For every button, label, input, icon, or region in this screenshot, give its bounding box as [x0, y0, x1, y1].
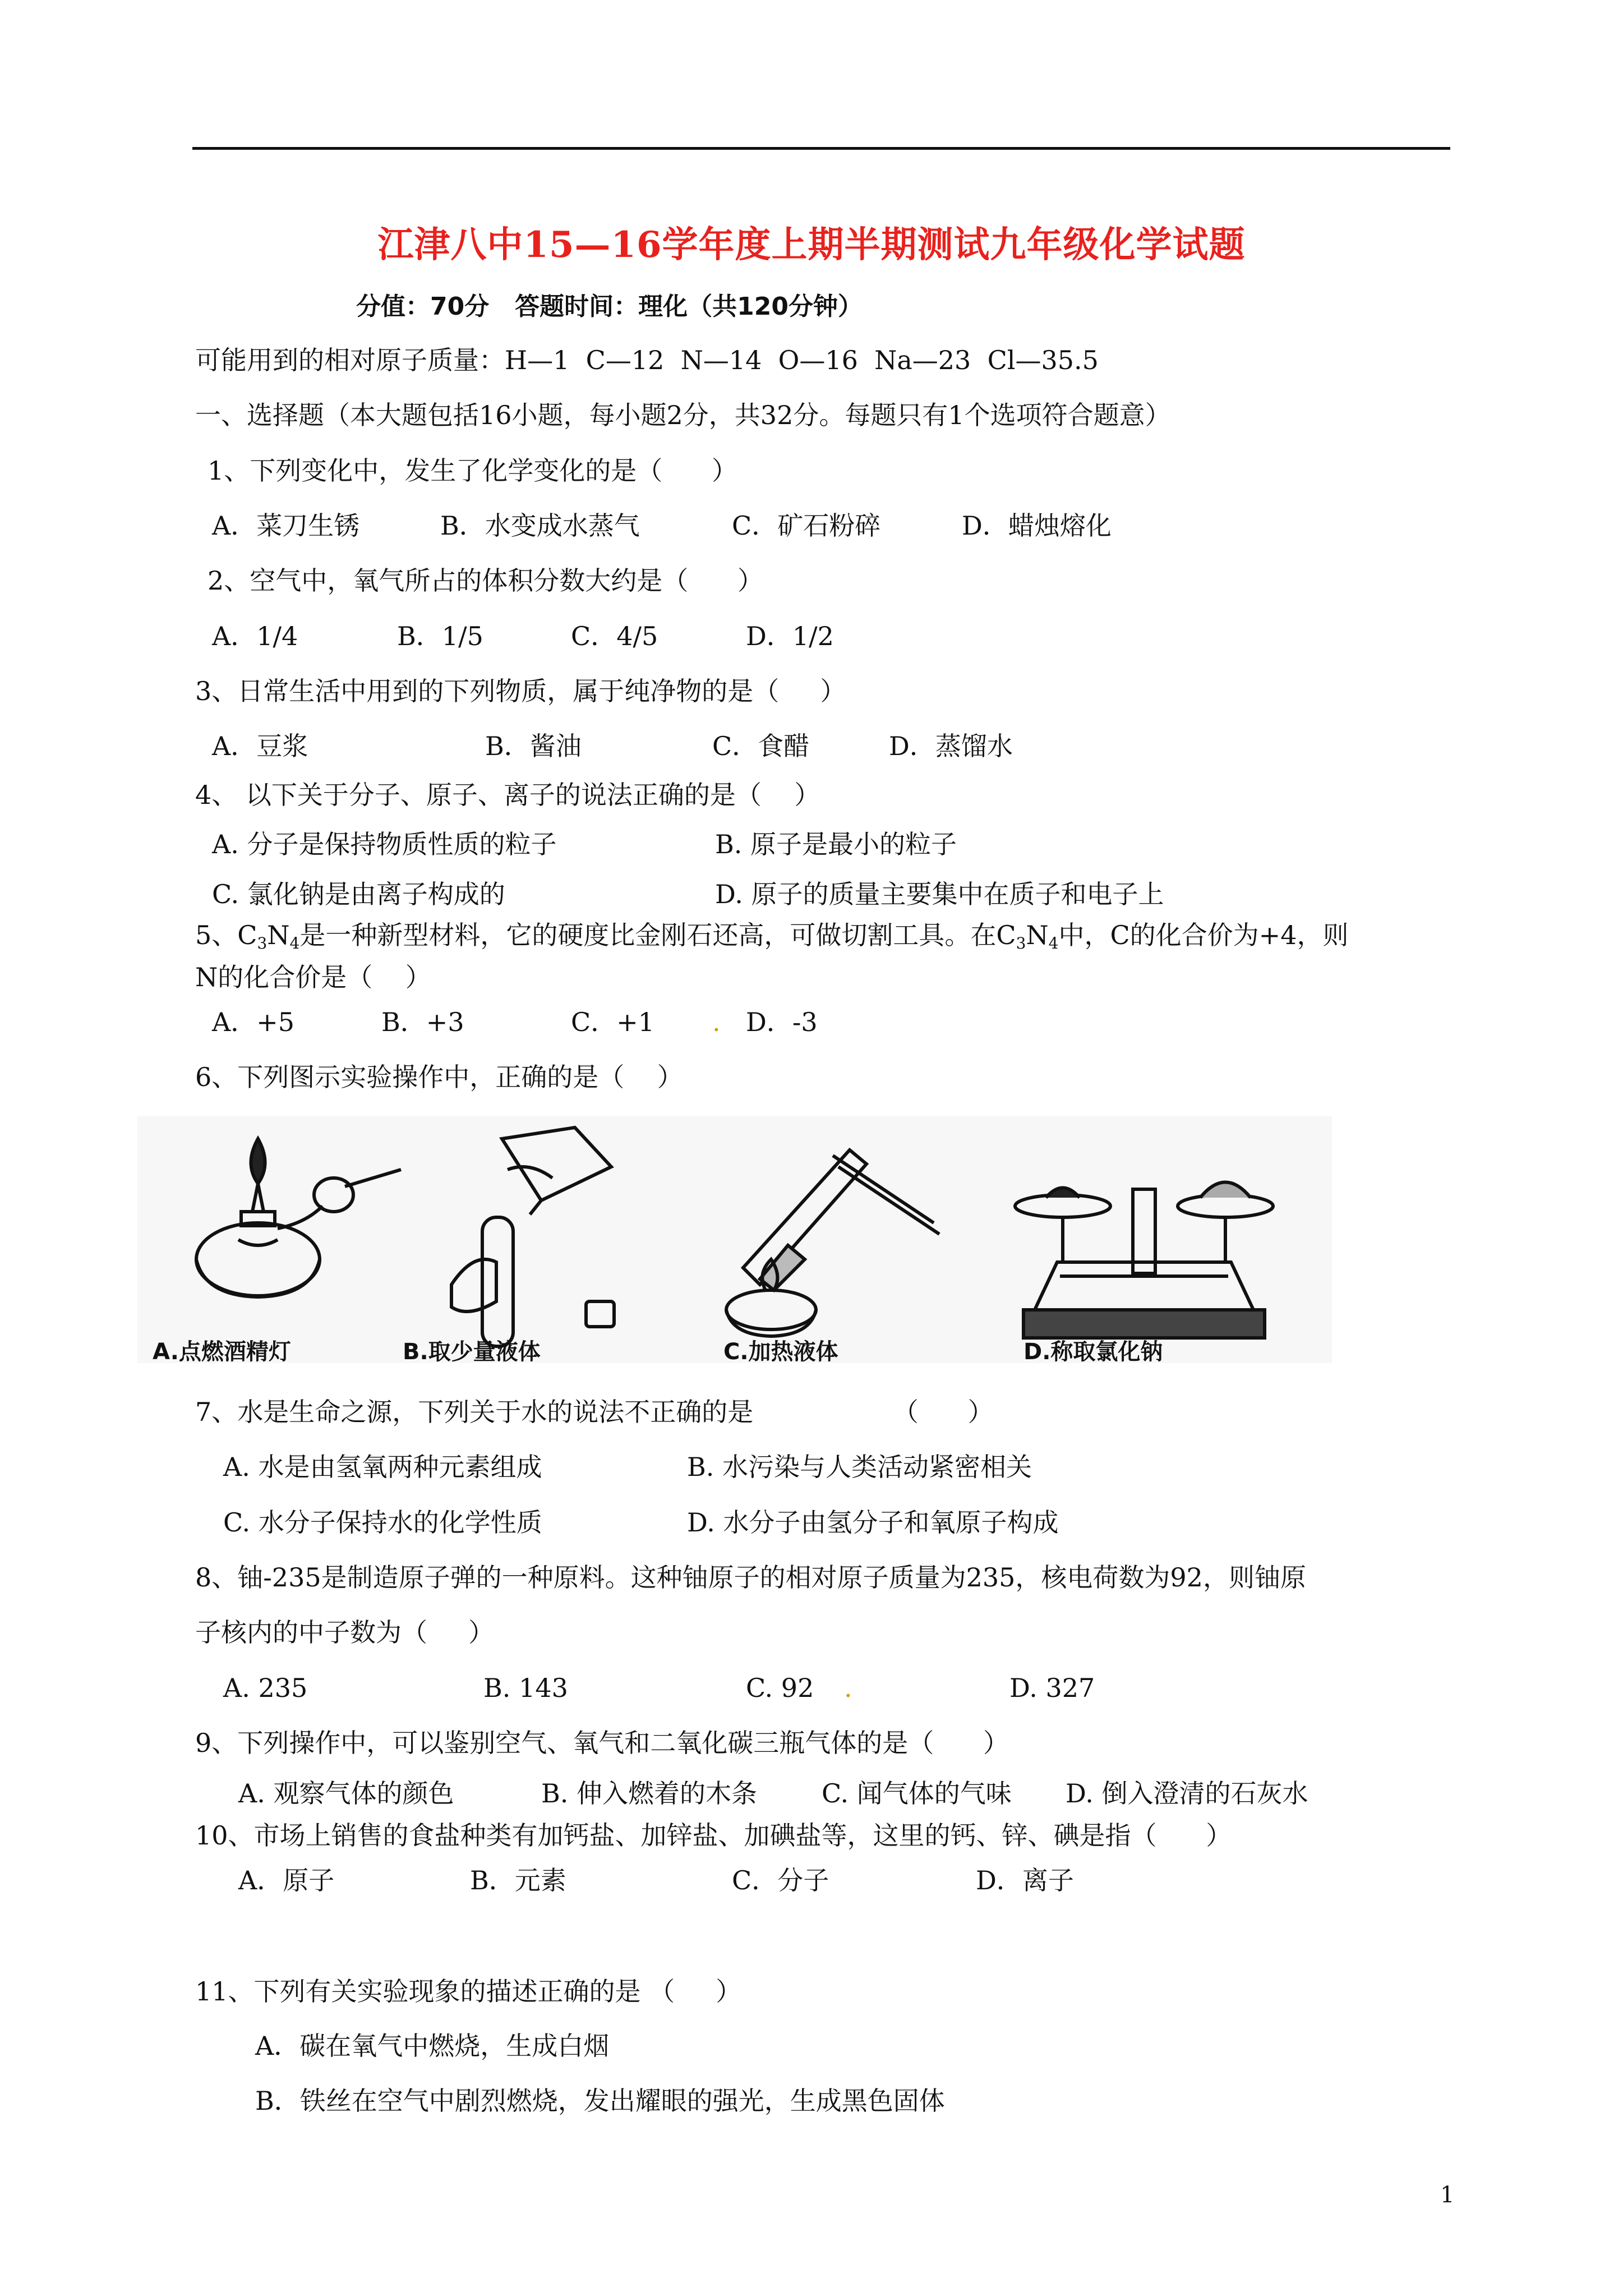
- q3-option-b: B．酱油: [485, 731, 582, 761]
- q10-option-d: D．离子: [976, 1865, 1074, 1895]
- question-6: 6、下列图示实验操作中，正确的是（ ）: [195, 1062, 683, 1092]
- q5-text: 中，C的化合价为+4，则: [1058, 920, 1349, 950]
- q8-option-b: B. 143: [483, 1673, 568, 1703]
- q5-text: N: [267, 920, 290, 950]
- question-8: 8、铀-235是制造原子弹的一种原料。这种铀原子的相对原子质量为235，核电荷数为92，则铀原: [195, 1562, 1306, 1593]
- q4-option-d: D. 原子的质量主要集中在质子和电子上: [715, 879, 1164, 909]
- q5-subscript: 3: [257, 934, 268, 953]
- stray-dot: .: [712, 1007, 721, 1037]
- q8-option-a: A. 235: [223, 1673, 308, 1703]
- q7-option-b: B. 水污染与人类活动紧密相关: [687, 1452, 1032, 1482]
- q1-option-b: B．水变成水蒸气: [440, 510, 640, 541]
- q8-option-d: D. 327: [1009, 1673, 1095, 1703]
- question-1: 1、下列变化中，发生了化学变化的是（ ）: [208, 455, 737, 486]
- q3-option-c: C．食醋: [712, 731, 810, 761]
- q5-text: 5、C: [195, 920, 257, 950]
- question-10: 10、市场上销售的食盐种类有加钙盐、加锌盐、加碘盐等，这里的钙、锌、碘是指（ ）: [195, 1820, 1232, 1851]
- q5-subscript: 3: [1016, 934, 1026, 953]
- q5-option-c: C．+1: [571, 1007, 655, 1037]
- q9-option-b: B. 伸入燃着的木条: [541, 1778, 758, 1809]
- q8-option-c: C. 92: [746, 1673, 814, 1703]
- figure-caption-d: D.称取氯化钠: [1023, 1339, 1163, 1365]
- q2-option-a: A．1/4: [212, 621, 298, 651]
- q4-option-b: B. 原子是最小的粒子: [715, 829, 957, 859]
- question-2: 2、空气中，氧气所占的体积分数大约是（ ）: [208, 565, 763, 596]
- q10-option-b: B．元素: [470, 1865, 566, 1895]
- exam-title: 江津八中15—16学年度上期半期测试九年级化学试题: [377, 224, 1246, 266]
- q4-option-c: C. 氯化钠是由离子构成的: [212, 879, 505, 909]
- exam-subtitle: 分值：70分 答题时间：理化（共120分钟）: [356, 292, 863, 321]
- q10-option-c: C．分子: [732, 1865, 829, 1895]
- q9-option-c: C. 闻气体的气味: [822, 1778, 1012, 1809]
- q2-option-d: D．1/2: [746, 621, 834, 651]
- question-5-line2: N的化合价是（ ）: [195, 962, 431, 992]
- q1-option-d: D．蜡烛熔化: [962, 510, 1112, 541]
- lab-operations-figure: [137, 1116, 1332, 1363]
- q5-subscript: 4: [289, 934, 300, 953]
- figure-caption-c: C.加热液体: [723, 1339, 838, 1365]
- question-3: 3、日常生活中用到的下列物质，属于纯净物的是（ ）: [195, 676, 846, 706]
- q5-subscript: 4: [1048, 934, 1059, 953]
- q9-option-a: A. 观察气体的颜色: [238, 1778, 454, 1809]
- q1-option-c: C．矿石粉碎: [732, 510, 881, 541]
- page-number: 1: [1440, 2182, 1455, 2208]
- figure-caption-a: A.点燃酒精灯: [153, 1339, 291, 1365]
- q5-option-a: A．+5: [212, 1007, 295, 1037]
- question-4: 4、 以下关于分子、原子、离子的说法正确的是（ ）: [195, 780, 820, 810]
- q3-option-a: A．豆浆: [212, 731, 308, 761]
- q7-option-c: C. 水分子保持水的化学性质: [223, 1507, 542, 1538]
- q7-option-a: A. 水是由氢氧两种元素组成: [223, 1452, 542, 1482]
- q4-option-a: A. 分子是保持物质性质的粒子: [212, 829, 557, 859]
- header-rule: [192, 147, 1450, 150]
- question-5: [195, 920, 1349, 953]
- q5-text: 是一种新型材料，它的硬度比金刚石还高，可做切割工具。在C: [299, 920, 1016, 950]
- question-7: 7、水是生命之源，下列关于水的说法不正确的是 （ ）: [195, 1397, 994, 1427]
- q2-option-b: B．1/5: [397, 621, 483, 651]
- q7-option-d: D. 水分子由氢分子和氧原子构成: [687, 1507, 1059, 1538]
- q10-option-a: A．原子: [238, 1865, 335, 1895]
- question-9: 9、下列操作中，可以鉴别空气、氧气和二氧化碳三瓶气体的是（ ）: [195, 1728, 1009, 1758]
- section-heading: 一、选择题（本大题包括16小题，每小题2分，共32分。每题只有1个选项符合题意）: [195, 400, 1171, 430]
- q9-option-d: D. 倒入澄清的石灰水: [1066, 1778, 1308, 1809]
- q2-option-c: C．4/5: [571, 621, 658, 651]
- q1-option-a: A．菜刀生锈: [212, 510, 360, 541]
- q5-option-b: B．+3: [381, 1007, 464, 1037]
- q5-option-d: D．-3: [746, 1007, 818, 1037]
- q5-text: N: [1026, 920, 1049, 950]
- q11-option-a: A．碳在氧气中燃烧，生成白烟: [255, 2031, 610, 2061]
- q3-option-d: D．蒸馏水: [889, 731, 1013, 761]
- q11-option-b: B．铁丝在空气中剧烈燃烧，发出耀眼的强光，生成黑色固体: [255, 2086, 945, 2116]
- atomic-masses: 可能用到的相对原子质量：H—1 C—12 N—14 O—16 Na—23 Cl—35.5: [195, 345, 1099, 375]
- question-8-line2: 子核内的中子数为（ ）: [195, 1617, 495, 1648]
- question-11: 11、下列有关实验现象的描述正确的是 （ ）: [195, 1976, 742, 2007]
- figure-caption-b: B.取少量液体: [403, 1339, 541, 1365]
- stray-dot: .: [844, 1673, 852, 1703]
